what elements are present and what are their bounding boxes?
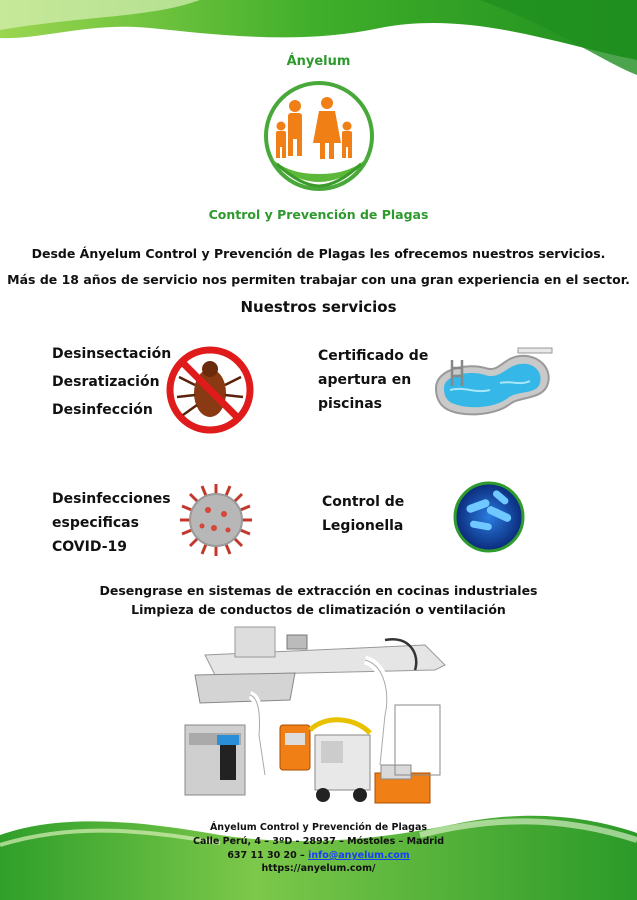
service-line: COVID-19 (52, 539, 128, 555)
brand-name: Ányelum (286, 54, 351, 69)
legionella-services-text (322, 490, 404, 538)
extra-service-duct-cleaning: Limpieza de conductos de climatización o ventilación (131, 602, 506, 617)
top-wave-decoration (0, 0, 637, 90)
family-hands-logo (257, 78, 381, 196)
service-line: Desinfecciones (52, 491, 171, 507)
service-item: Desratización (52, 374, 160, 390)
service-item: Desinfección (52, 402, 153, 418)
pool-services-text (318, 344, 428, 416)
company-subtitle: Control y Prevención de Plagas (208, 207, 429, 222)
service-line: Certificado de (318, 348, 429, 364)
service-line: especificas (52, 515, 139, 531)
intro-line-1: Desde Ányelum Control y Prevención de Plagas les ofrecemos nuestros servicios. (31, 246, 606, 261)
footer-website[interactable]: https://anyelum.com/ (261, 863, 376, 874)
footer-email-link[interactable]: info@anyelum.com (308, 850, 410, 861)
extra-service-degreasing: Desengrase en sistemas de extracción en cocinas industriales (99, 583, 538, 598)
services-heading: Nuestros servicios (240, 298, 397, 316)
pest-services-list (52, 340, 171, 424)
footer-contact (0, 850, 637, 862)
coronavirus-icon (176, 480, 256, 560)
footer-phone: 637 11 30 20 – (227, 850, 309, 861)
swimming-pool-icon (430, 338, 560, 420)
service-item: Desinsectación (52, 346, 172, 362)
footer-address: Calle Perú, 4 – 3ºD - 28937 – Móstoles – Madrid (192, 836, 445, 847)
service-line: apertura en (318, 372, 412, 388)
service-line: Legionella (322, 518, 404, 534)
no-bug-icon (165, 345, 255, 435)
covid-services-text (52, 487, 171, 559)
footer-company: Ányelum Control y Prevención de Plagas (209, 822, 428, 833)
service-line: Control de (322, 494, 405, 510)
kitchen-extraction-illustration (175, 625, 465, 820)
legionella-bacteria-icon (452, 480, 526, 554)
intro-line-2: Más de 18 años de servicio nos permiten trabajar con una gran experiencia en el sector. (7, 272, 630, 287)
service-line: piscinas (318, 396, 382, 412)
